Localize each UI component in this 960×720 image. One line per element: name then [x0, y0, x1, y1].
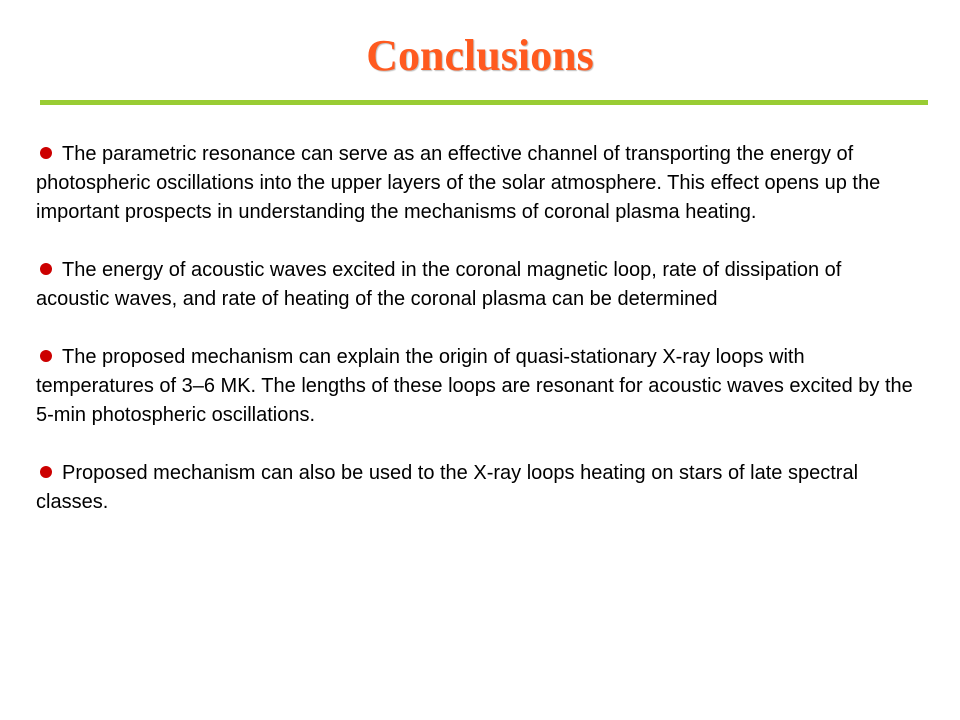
bullet-item: [36, 140, 916, 227]
bullet-text: Proposed mechanism can also be used to the X-ray loops heating on stars of late spectral classes.: [36, 462, 859, 513]
bullet-item: [36, 256, 916, 314]
bullet-dot-icon: [40, 350, 52, 362]
bullet-text: The proposed mechanism can explain the origin of quasi-stationary X-ray loops with temperatures of 3–6 MK. The lengths of these loops are resonant for acoustic waves excited by the 5-min photospheric oscillations.: [36, 346, 913, 426]
bullet-list: [36, 140, 916, 517]
bullet-dot-icon: [40, 263, 52, 275]
slide-title: Conclusions: [366, 31, 594, 80]
bullet-text: The parametric resonance can serve as an effective channel of transporting the energy of photospheric oscillations into the upper layers of the solar atmosphere. This effect opens up the important prospects in understanding the mechanisms of coronal plasma heating.: [36, 143, 881, 223]
bullet-item: [36, 459, 916, 517]
bullet-dot-icon: [40, 147, 52, 159]
bullet-dot-icon: [40, 466, 52, 478]
title-divider: [40, 100, 928, 105]
bullet-text: The energy of acoustic waves excited in the coronal magnetic loop, rate of dissipation of acoustic waves, and rate of heating of the coronal plasma can be determined: [36, 259, 842, 310]
bullet-item: [36, 343, 916, 430]
